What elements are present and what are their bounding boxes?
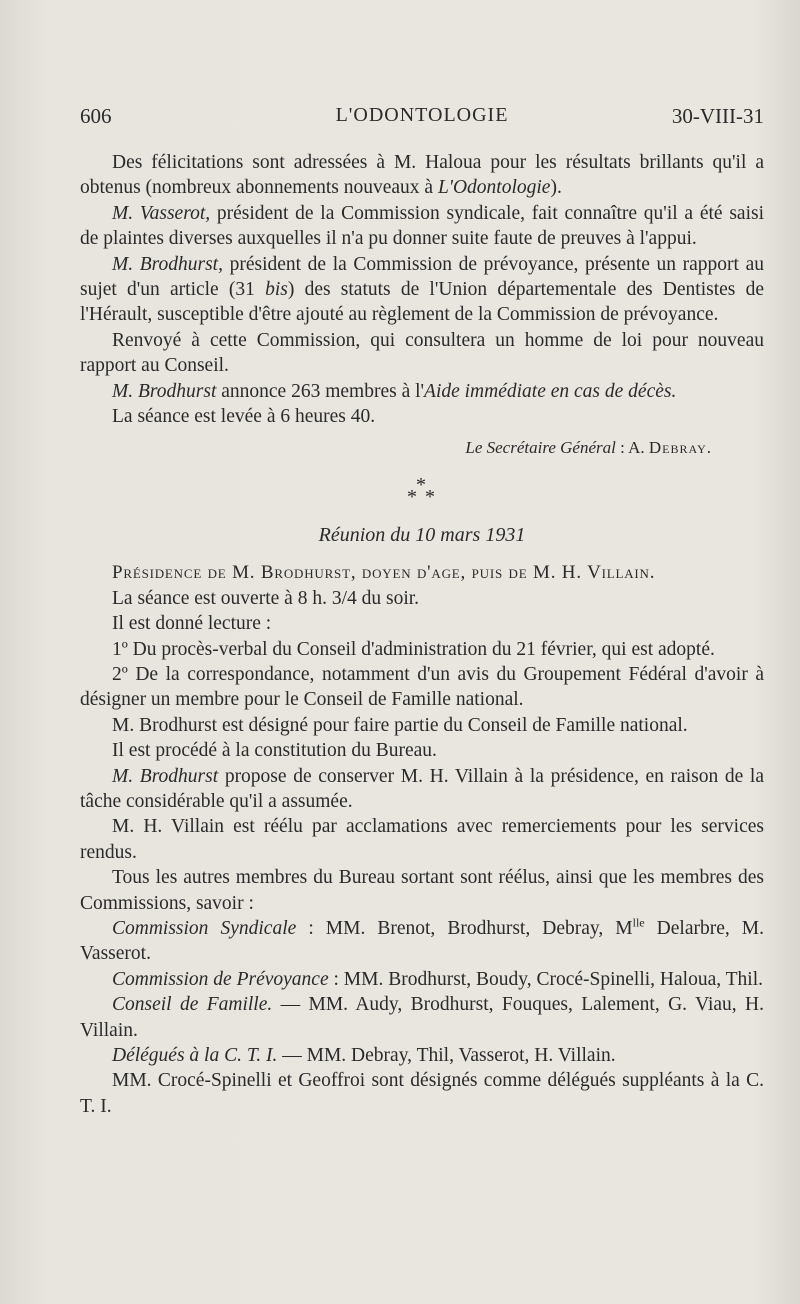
speaker-name: M. Brodhurst xyxy=(112,765,219,787)
paragraph: Il est procédé à la constitution du Bureau. xyxy=(112,740,437,762)
speaker-name: M. Brodhurst, xyxy=(112,253,223,275)
star: * xyxy=(407,485,417,508)
paragraph: 1º Du procès-verbal du Conseil d'administration du 21 février, qui est adopté. xyxy=(112,638,715,660)
commission-entry: Commission Syndicale : MM. Brenot, Brodhurst, Debray, $M^{lle}$ Delarbre, M. Vasserot. xyxy=(80,915,765,965)
paragraph: M. Vasserot, président de la Commission syndicale, fait connaître qu'il a été saisi de plaintes diverses auxquelles il n'a pu donner suite faute de preuves à l'appui. xyxy=(80,202,764,250)
paragraph: M. H. Villain est réélu par acclamations avec remerciements pour les services rendus. xyxy=(80,816,764,863)
issue-date: 30-VIII-31 xyxy=(671,104,764,128)
paragraph: M. Brodhurst est désigné pour faire partie du Conseil de Famille national. xyxy=(112,714,688,736)
speaker-name: M. Vasserot, xyxy=(112,202,211,224)
meeting-title: Réunion du 10 mars 1931 xyxy=(318,523,526,546)
running-header xyxy=(80,104,764,138)
paragraph: 2º De la correspondance, notamment d'un avis du Groupement Fédéral d'avoir à désigner un membre pour le Conseil de Famille national. xyxy=(80,663,764,711)
paragraph: Tous les autres membres du Bureau sortant sont réélus, ainsi que les membres des Commissions, savoir : xyxy=(80,867,764,914)
signature: Le Secrétaire Général : A. Debray. xyxy=(465,438,712,458)
star: * xyxy=(416,473,426,496)
paragraph: Renvoyé à cette Commission, qui consultera un homme de loi pour nouveau rapport au Conseil. xyxy=(80,329,764,377)
speaker-name: M. Brodhurst xyxy=(112,380,217,402)
paragraph: Il est donné lecture : xyxy=(112,613,272,635)
page-number: 606 xyxy=(80,104,112,128)
paragraph: La séance est ouverte à 8 h. 3/4 du soir. xyxy=(112,587,420,609)
body-text xyxy=(80,150,764,1119)
commission-entry: Conseil de Famille. — MM. Audy, Brodhurst, Fouques, Lalement, G. Viau, H. Villain. xyxy=(80,994,764,1041)
journal-title: L'ODONTOLOGIE xyxy=(335,104,509,126)
paragraph: M. Brodhurst propose de conserver M. H. Villain à la présidence, en raison de la tâche considérable qu'il a assumée. xyxy=(80,765,764,812)
paragraph: La séance est levée à 6 heures 40. xyxy=(112,406,376,428)
presidency-line: Présidence de M. Brodhurst, doyen d'age, puis de M. H. Villain. xyxy=(112,562,656,584)
paragraph: MM. Crocé-Spinelli et Geoffroi sont désignés comme délégués suppléants à la C. T. I. xyxy=(80,1070,764,1117)
paragraph: Des félicitations sont adressées à M. Haloua pour les résultats brillants qu'il a obtenus (nombreux abonnements nouveaux à L'Odontologie). xyxy=(80,152,764,199)
commission-entry: Commission de Prévoyance : MM. Brodhurst, Boudy, Crocé-Spinelli, Haloua, Thil. xyxy=(112,968,764,990)
star: * xyxy=(425,485,435,508)
asterism-separator xyxy=(80,473,764,513)
paragraph: M. Brodhurst, président de la Commission de prévoyance, présente un rapport au sujet d'un article (31 bis) des statuts de l'Union départementale des Dentistes de l'Hérault, susceptible d'être ajouté au règlement de la Commission de prévoyance. xyxy=(80,253,764,326)
commission-entry: Délégués à la C. T. I. — MM. Debray, Thil, Vasserot, H. Villain. xyxy=(112,1045,616,1066)
journal-name: L'Odontologie xyxy=(437,177,551,199)
paragraph: M. Brodhurst annonce 263 membres à l'Aide immédiate en cas de décès. xyxy=(112,380,677,402)
